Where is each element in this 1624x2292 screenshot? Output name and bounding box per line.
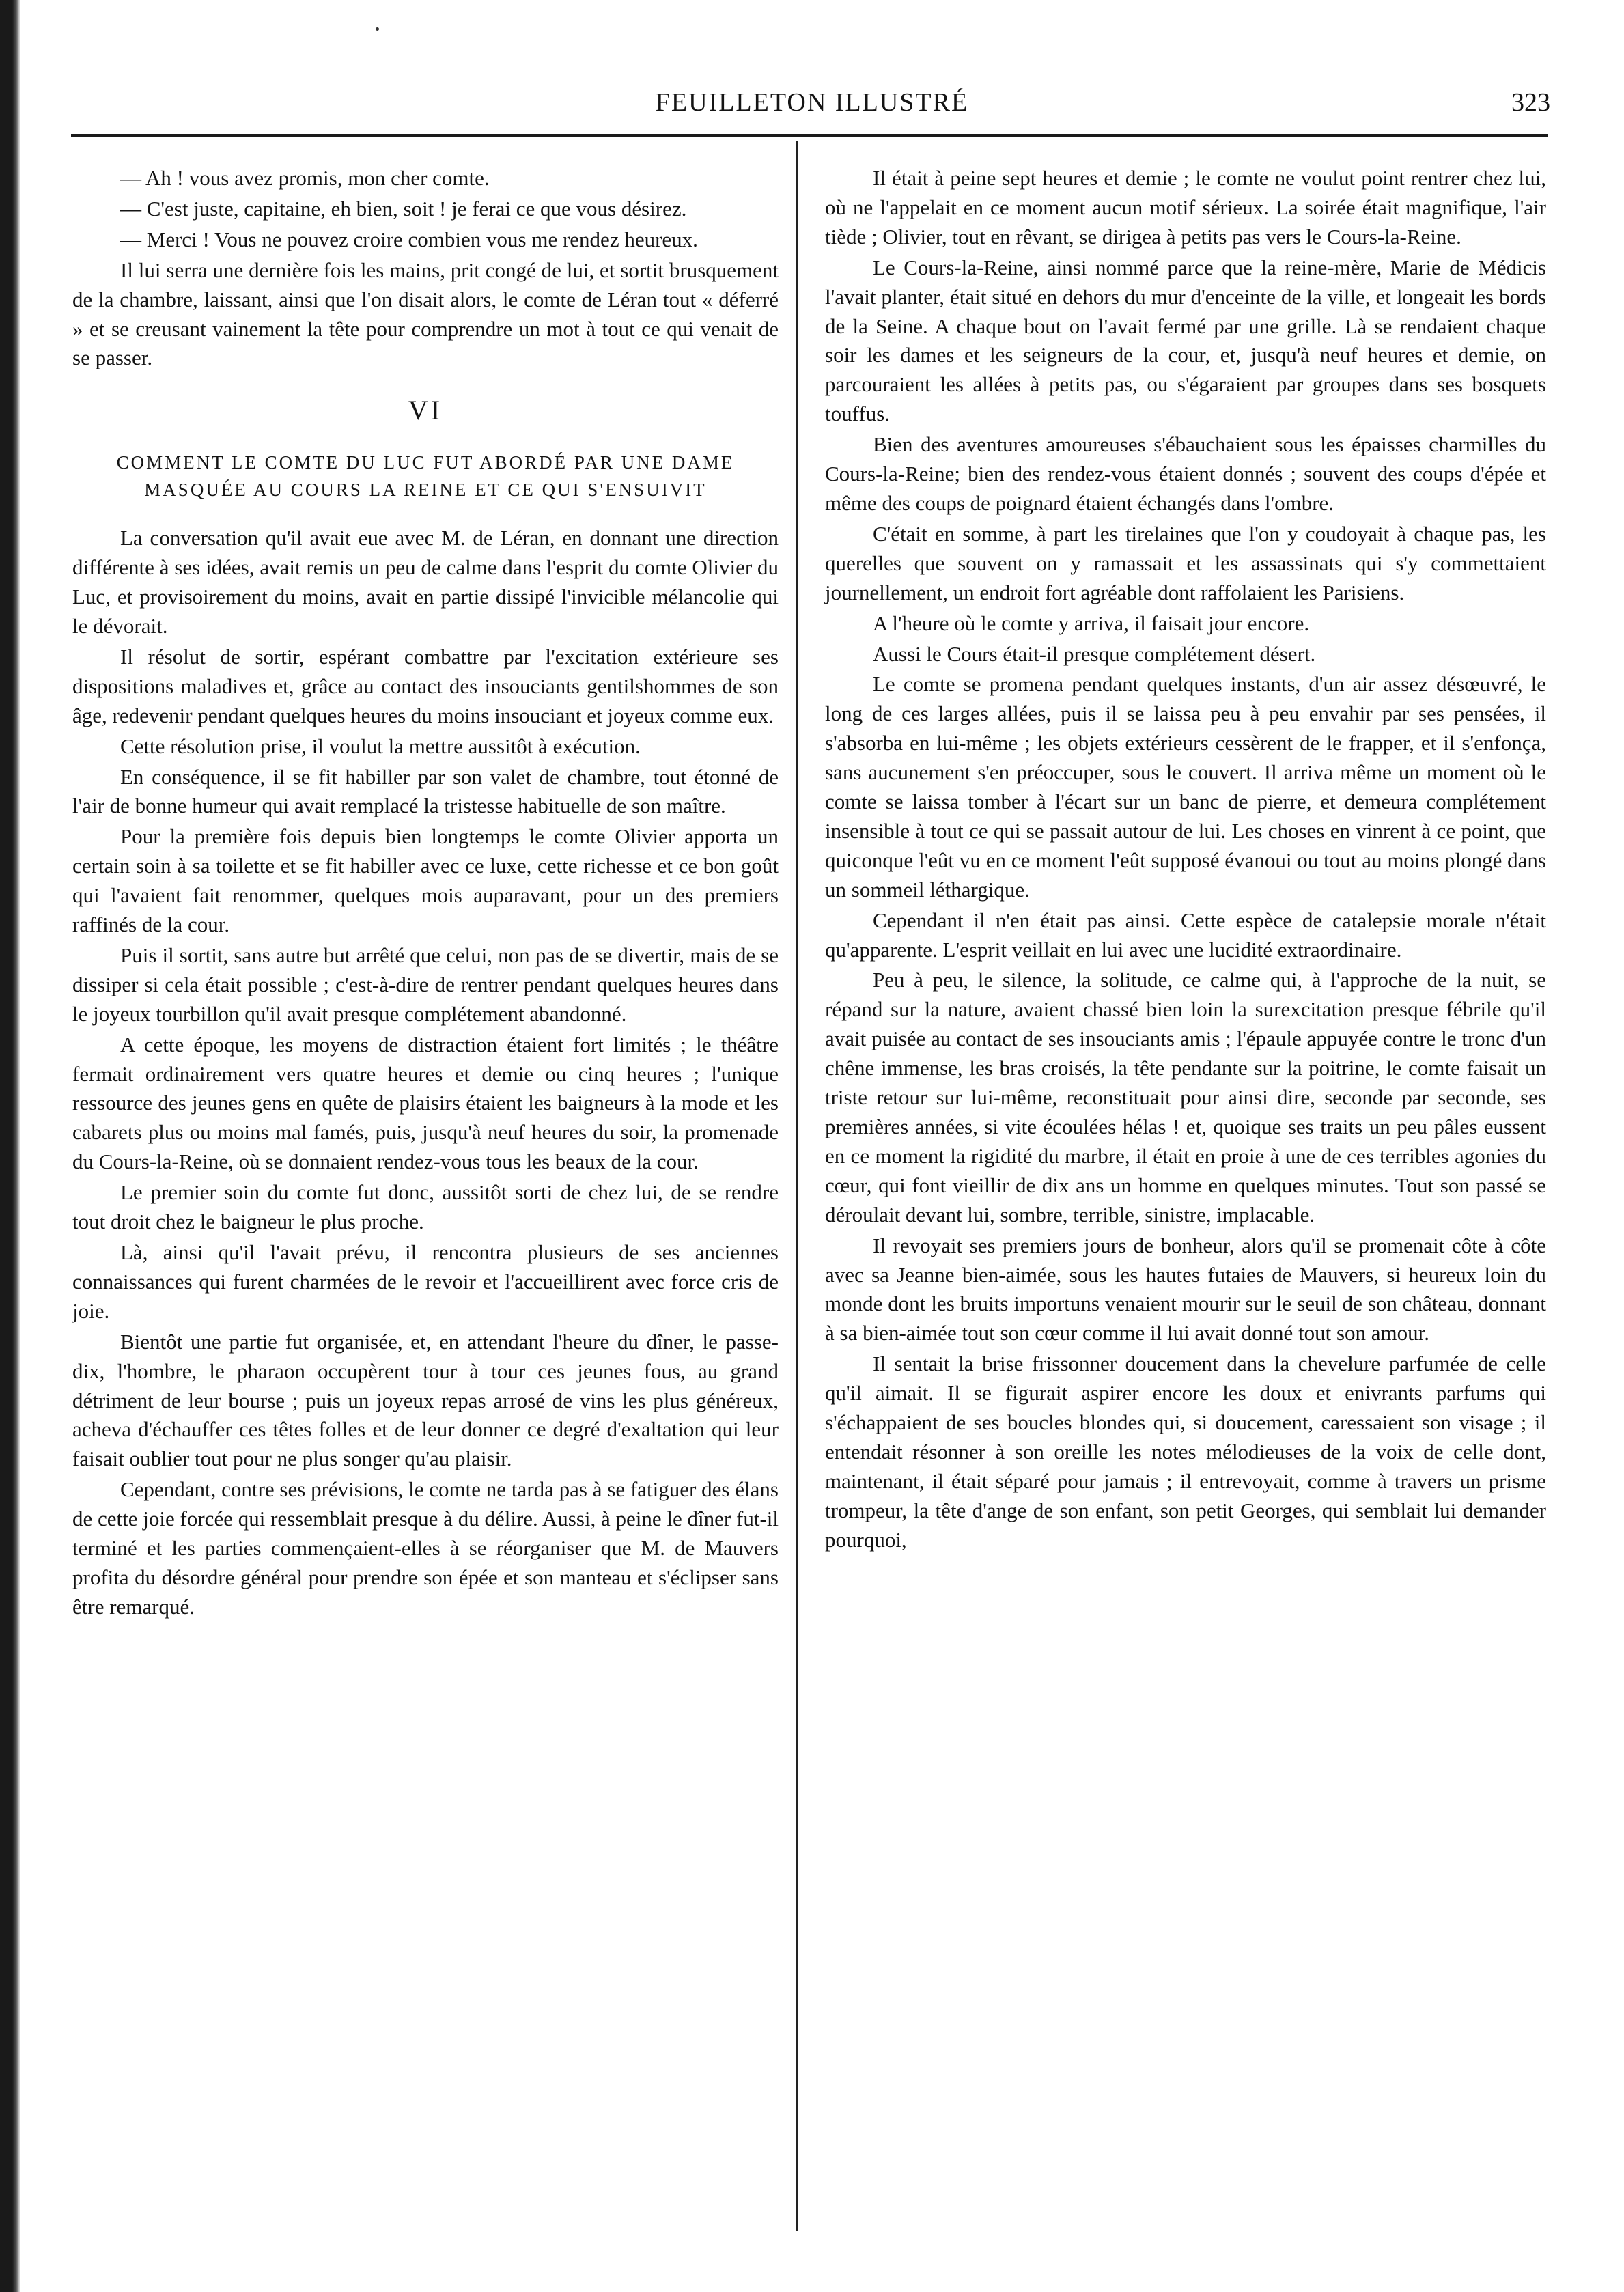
left-column	[72, 164, 779, 1622]
paragraph: Cependant, contre ses prévisions, le comte ne tarda pas à se fatiguer des élans de cette joie forcée qui ressemblait presque à du délire. Aussi, à peine le dîner fut-il terminé et les parties commençaient-elles à se réorganiser que M. de Mauvers profita du désordre général pour prendre son épée et son manteau et s'éclipser sans être remarqué.	[72, 1477, 779, 1619]
paragraph: Bientôt une partie fut organisée, et, en attendant l'heure du dîner, le passe-dix, l'hombre, le pharaon occupèrent tour à tour ces jeunes fous, au grand détriment de leur bourse ; puis un joyeux repas arrosé de vins les plus généreux, acheva d'échauffer ces têtes folles et de leur donner ce degré d'exaltation qui leur faisait oublier tout pour ne plus songer qu'au plaisir.	[72, 1329, 779, 1471]
paragraph: Cette résolution prise, il voulut la mettre aussitôt à exécution.	[120, 733, 641, 758]
page-edge-shadow	[0, 0, 20, 2292]
paragraph: — Ah ! vous avez promis, mon cher comte.	[120, 166, 490, 190]
running-header-title: FEUILLETON ILLUSTRÉ	[655, 88, 969, 117]
paragraph: Aussi le Cours était-il presque complétement désert.	[873, 641, 1316, 666]
paragraph: Peu à peu, le silence, la solitude, ce calme qui, à l'approche de la nuit, se répand sur la nature, avaient chassé bien loin la surexcitation presque fébrile qu'il avait puisée au contact de ses insouciants amis ; l'épaule appuyée contre le tronc d'un chêne immense, les bras croisés, la tête pendante sur la poitrine, le comte faisait un triste retour sur lui-même, reconstituait pour ainsi dire, seconde par seconde, ses premières années, si vite écoulées hélas ! et, quoique ses traits un peu pâles eussent en ce moment la rigidité du marbre, il était en proie à une de ces terribles agonies du cœur, qui font vieillir de dix ans un homme en quelques minutes. Tout son passé se déroulait devant lui, sombre, terrible, sinistre, implacable.	[825, 968, 1546, 1227]
chapter-title: COMMENT LE COMTE DU LUC FUT ABORDÉ PAR UNE DAME MASQUÉE AU COURS LA REINE ET CE QUI S'ENSUIVIT	[116, 452, 735, 501]
paragraph: A cette époque, les moyens de distraction étaient fort limités ; le théâtre fermait ordinairement vers quatre heures et demie ou cinq heures ; l'unique ressource des jeunes gens en quête de plaisirs étaient les baigneurs à la mode et les cabarets plus ou moins mal famés, puis, jusqu'à neuf heures du soir, la promenade du Cours-la-Reine, où se donnaient rendez-vous tous les beaux de la cour.	[72, 1032, 779, 1174]
paragraph: Il était à peine sept heures et demie ; le comte ne voulut point rentrer chez lui, où ne l'appelait en ce moment aucun motif sérieux. La soirée était magnifique, l'air tiède ; Olivier, tout en rêvant, se dirigea à petits pas vers le Cours-la-Reine.	[825, 166, 1546, 249]
paragraph: Le Cours-la-Reine, ainsi nommé parce que la reine-mère, Marie de Médicis l'avait planter, était situé en dehors du mur d'enceinte de la ville, et longeait les bords de la Seine. A chaque bout on l'avait fermé par une grille. Là se rendaient chaque soir les dames et les seigneurs de la cour, et, jusqu'à neuf heures et demie, on parcouraient les allées à petits pas, ou s'égaraient par groupes dans ses bosquets touffus.	[825, 255, 1546, 426]
print-speck	[376, 27, 379, 31]
paragraph: Il résolut de sortir, espérant combattre par l'excitation extérieure ses dispositions maladives et, grâce au contact des insouciants gentilshommes de son âge, redevenir pendant quelques heures du moins insouciant et joyeux comme eux.	[72, 644, 779, 727]
paragraph: Là, ainsi qu'il l'avait prévu, il rencontra plusieurs de ses anciennes connaissances qui furent charmées de le revoir et l'accueillirent avec force cris de joie.	[72, 1240, 779, 1323]
paragraph: Le comte se promena pendant quelques instants, d'un air assez désœuvré, le long de ces larges allées, puis il se laissa peu à peu envahir par ses pensées, il s'absorba en lui-même ; les objets extérieurs cessèrent de le frapper, et il s'enfonça, sans aucunement s'en préoccuper, sous le couvert. Il arriva même un moment où le comte se laissa tomber à l'écart sur un banc de pierre, et demeura complétement insensible à tout ce qui se passait autour de lui. Les choses en vinrent à ce point, que quiconque l'eût vu en ce moment l'eût supposé évanoui ou tout au moins plongé dans un sommeil léthargique.	[825, 672, 1546, 902]
chapter-number: VI	[408, 395, 443, 426]
paragraph: Cependant il n'en était pas ainsi. Cette espèce de catalepsie morale n'était qu'apparente. L'esprit veillait en lui avec une lucidité extraordinaire.	[825, 908, 1546, 962]
paragraph: Puis il sortit, sans autre but arrêté que celui, non pas de se divertir, mais de se dissiper si cela était possible ; c'est-à-dire de rentrer pendant quelques heures dans le joyeux tourbillon qu'il avait presque complétement abandonné.	[72, 942, 779, 1026]
paragraph: Il sentait la brise frissonner doucement dans la chevelure parfumée de celle qu'il aimait. Il se figurait aspirer encore les doux et enivrants parfums qui s'échappaient de ses boucles blondes qui, si doucement, caressaient son visage ; il entendait résonner à son oreille les notes mélodieuses de la voix de celle dont, maintenant, il était séparé pour jamais ; il entrevoyait, comme à travers un prisme trompeur, la tête d'ange de son enfant, son petit Georges, qui semblait lui demander pourquoi,	[825, 1352, 1546, 1552]
page-number: 323	[1511, 88, 1550, 117]
paragraph: A l'heure où le comte y arriva, il faisait jour encore.	[873, 611, 1310, 635]
paragraph: C'était en somme, à part les tirelaines que l'on y coudoyait à chaque pas, les querelles que souvent on y ramassait et les assassinats qui s'y commettaient journellement, un endroit fort agréable dont raffolaient les Parisiens.	[825, 521, 1546, 604]
paragraph: — Merci ! Vous ne pouvez croire combien vous me rendez heureux.	[120, 227, 698, 251]
paragraph: En conséquence, il se fit habiller par son valet de chambre, tout étonné de l'air de bonne humeur qui avait remplacé la tristesse habituelle de son maître.	[72, 764, 779, 818]
paragraph: La conversation qu'il avait eue avec M. de Léran, en donnant une direction différente à ses idées, avait remis un peu de calme dans l'esprit du comte Olivier du Luc, et provisoirement du moins, avait en partie dissipé l'invicible mélancolie qui le dévorait.	[72, 526, 779, 638]
paragraph: Il lui serra une dernière fois les mains, prit congé de lui, et sortit brusquement de la chambre, laissant, ainsi que l'on disait alors, le comte de Léran tout « déferré » et se creusant vainement la tête pour comprendre un mot à tout ce qui venait de se passer.	[72, 257, 779, 370]
paragraph: Bien des aventures amoureuses s'ébauchaient sous les épaisses charmilles du Cours-la-Reine; bien des rendez-vous étaient donnés ; souvent des coups d'épée et même des coups de poignard étaient échangés dans l'ombre.	[825, 432, 1546, 515]
header-rule	[71, 134, 1548, 137]
column-divider	[796, 141, 798, 2231]
paragraph: Il revoyait ses premiers jours de bonheur, alors qu'il se promenait côte à côte avec sa Jeanne bien-aimée, sous les hautes futaies de Mauvers, si heureux loin du monde dont les bruits importuns venaient mourir sur le seuil de son château, donnant à sa bien-aimée tout son cœur comme il lui avait donné tout son amour.	[825, 1233, 1546, 1345]
right-column	[825, 164, 1546, 1555]
paragraph: Pour la première fois depuis bien longtemps le comte Olivier apporta un certain soin à sa toilette et se fit habiller avec ce luxe, cette richesse et ce bon goût qui l'avaient fait renommer, quelques mois auparavant, pour un des premiers raffinés de la cour.	[72, 824, 779, 937]
paragraph: Le premier soin du comte fut donc, aussitôt sorti de chez lui, de se rendre tout droit chez le baigneur le plus proche.	[72, 1180, 779, 1234]
paragraph: — C'est juste, capitaine, eh bien, soit ! je ferai ce que vous désirez.	[120, 196, 687, 221]
